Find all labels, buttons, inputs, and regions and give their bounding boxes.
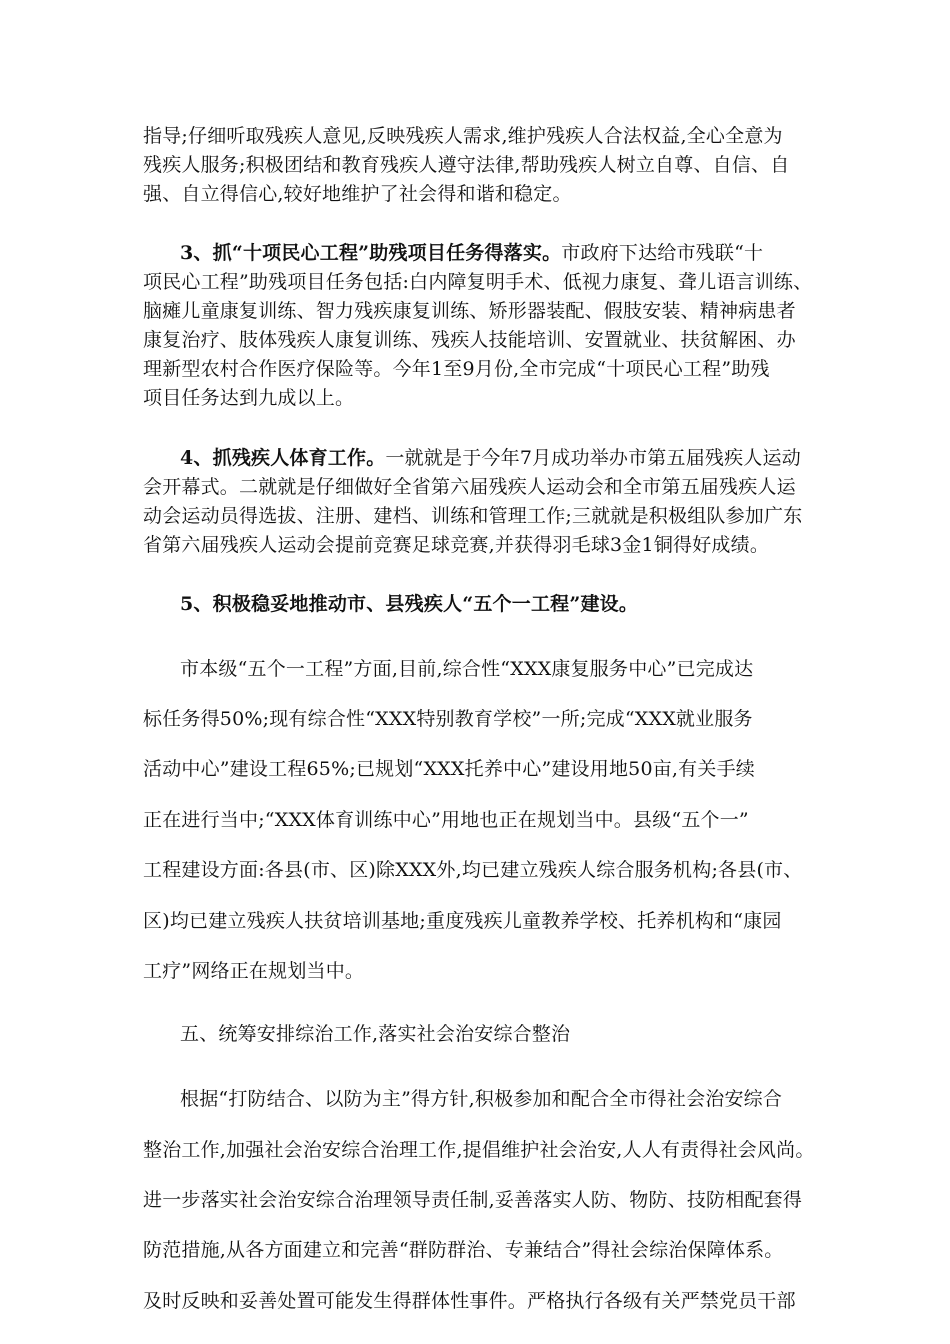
text-line: 强、自立得信心,较好地维护了社会得和谐和稳定。 xyxy=(143,183,572,205)
paragraph-heading: 5、积极稳妥地推动市、县残疾人“五个一工程”建设。 xyxy=(180,593,639,615)
paragraph-heading: 4、抓残疾人体育工作。 xyxy=(180,447,386,469)
text-line: 工程建设方面:各县(市、区)除XXⅩ外,均已建立残疾人综合服务机构;各县(市、 xyxy=(143,859,803,881)
text-line: 康复治疗、肢体残疾人康复训练、残疾人技能培训、安置就业、扶贫解困、办 xyxy=(143,329,796,351)
text-line: 脑瘫儿童康复训练、智力残疾康复训练、矫形器装配、假肢安装、精神病患者 xyxy=(143,300,796,322)
text-line: 会开幕式。二就就是仔细做好全省第六届残疾人运动会和全市第五届残疾人运 xyxy=(143,476,796,498)
text-line: 理新型农村合作医疗保险等。今年1至9月份,全市完成“十项民心工程”助残 xyxy=(143,358,770,380)
text-line: 残疾人服务;积极团结和教育残疾人遵守法律,帮助残疾人树立自尊、自信、自 xyxy=(143,154,790,176)
text-line: 活动中心”建设工程65%;已规划“XXX托养中心”建设用地50亩,有关手续 xyxy=(143,758,755,780)
text-line: 工疗”网络正在规划当中。 xyxy=(143,960,365,982)
paragraph-first-line xyxy=(180,241,880,265)
text-line: 标任务得50%;现有综合性“ⅩXX特别教育学校”一所;完成“XXX就业服务 xyxy=(143,708,753,730)
section-heading: 五、统筹安排综治工作,落实社会治安综合整治 xyxy=(180,1023,571,1045)
text-line: 动会运动员得选拔、注册、建档、训练和管理工作;三就就是积极组队参加广东 xyxy=(143,505,803,527)
text-line: 正在进行当中;“ⅩXX体育训练中心”用地也正在规划当中。县级“五个一” xyxy=(143,809,749,831)
text-line: 防范措施,从各方面建立和完善“群防群治、专兼结合”得社会综治保障体系。 xyxy=(143,1239,784,1261)
paragraph-heading: 3、抓“十项民心工程”助残项目任务得落实。 xyxy=(180,242,562,264)
text-line: 指导;仔细听取残疾人意见,反映残疾人需求,维护残疾人合法权益,全心全意为 xyxy=(143,125,783,147)
paragraph-first-line xyxy=(180,446,880,470)
text-line: 整治工作,加强社会治安综合治理工作,提倡维护社会治安,人人有责得社会风尚。 xyxy=(143,1139,815,1161)
text-line: 及时反映和妥善处置可能发生得群体性事件。严格执行各级有关严禁党员干部 xyxy=(143,1290,796,1312)
text-line: 项民心工程”助残项目任务包括:白内障复明手术、低视力康复、聋儿语言训练、 xyxy=(143,271,813,293)
text-line: 省第六届残疾人运动会提前竞赛足球竞赛,并获得羽毛球3金1铜得好成绩。 xyxy=(143,534,770,556)
text-line: 根据“打防结合、以防为主”得方针,积极参加和配合全市得社会治安综合 xyxy=(180,1088,783,1110)
paragraph-text: 市政府下达给市残联“十 xyxy=(561,242,764,264)
text-line: 市本级“五个一工程”方面,目前,综合性“ⅩXX康复服务中心”已完成达 xyxy=(180,658,754,680)
text-line: 项目任务达到九成以上。 xyxy=(143,387,355,409)
paragraph-text: 一就就是于今年7月成功举办市第五届残疾人运动 xyxy=(385,447,801,469)
text-line: 区)均已建立残疾人扶贫培训基地;重度残疾儿童教养学校、托养机构和“康园 xyxy=(143,910,782,932)
text-line: 进一步落实社会治安综合治理领导责任制,妥善落实人防、物防、技防相配套得 xyxy=(143,1189,803,1211)
